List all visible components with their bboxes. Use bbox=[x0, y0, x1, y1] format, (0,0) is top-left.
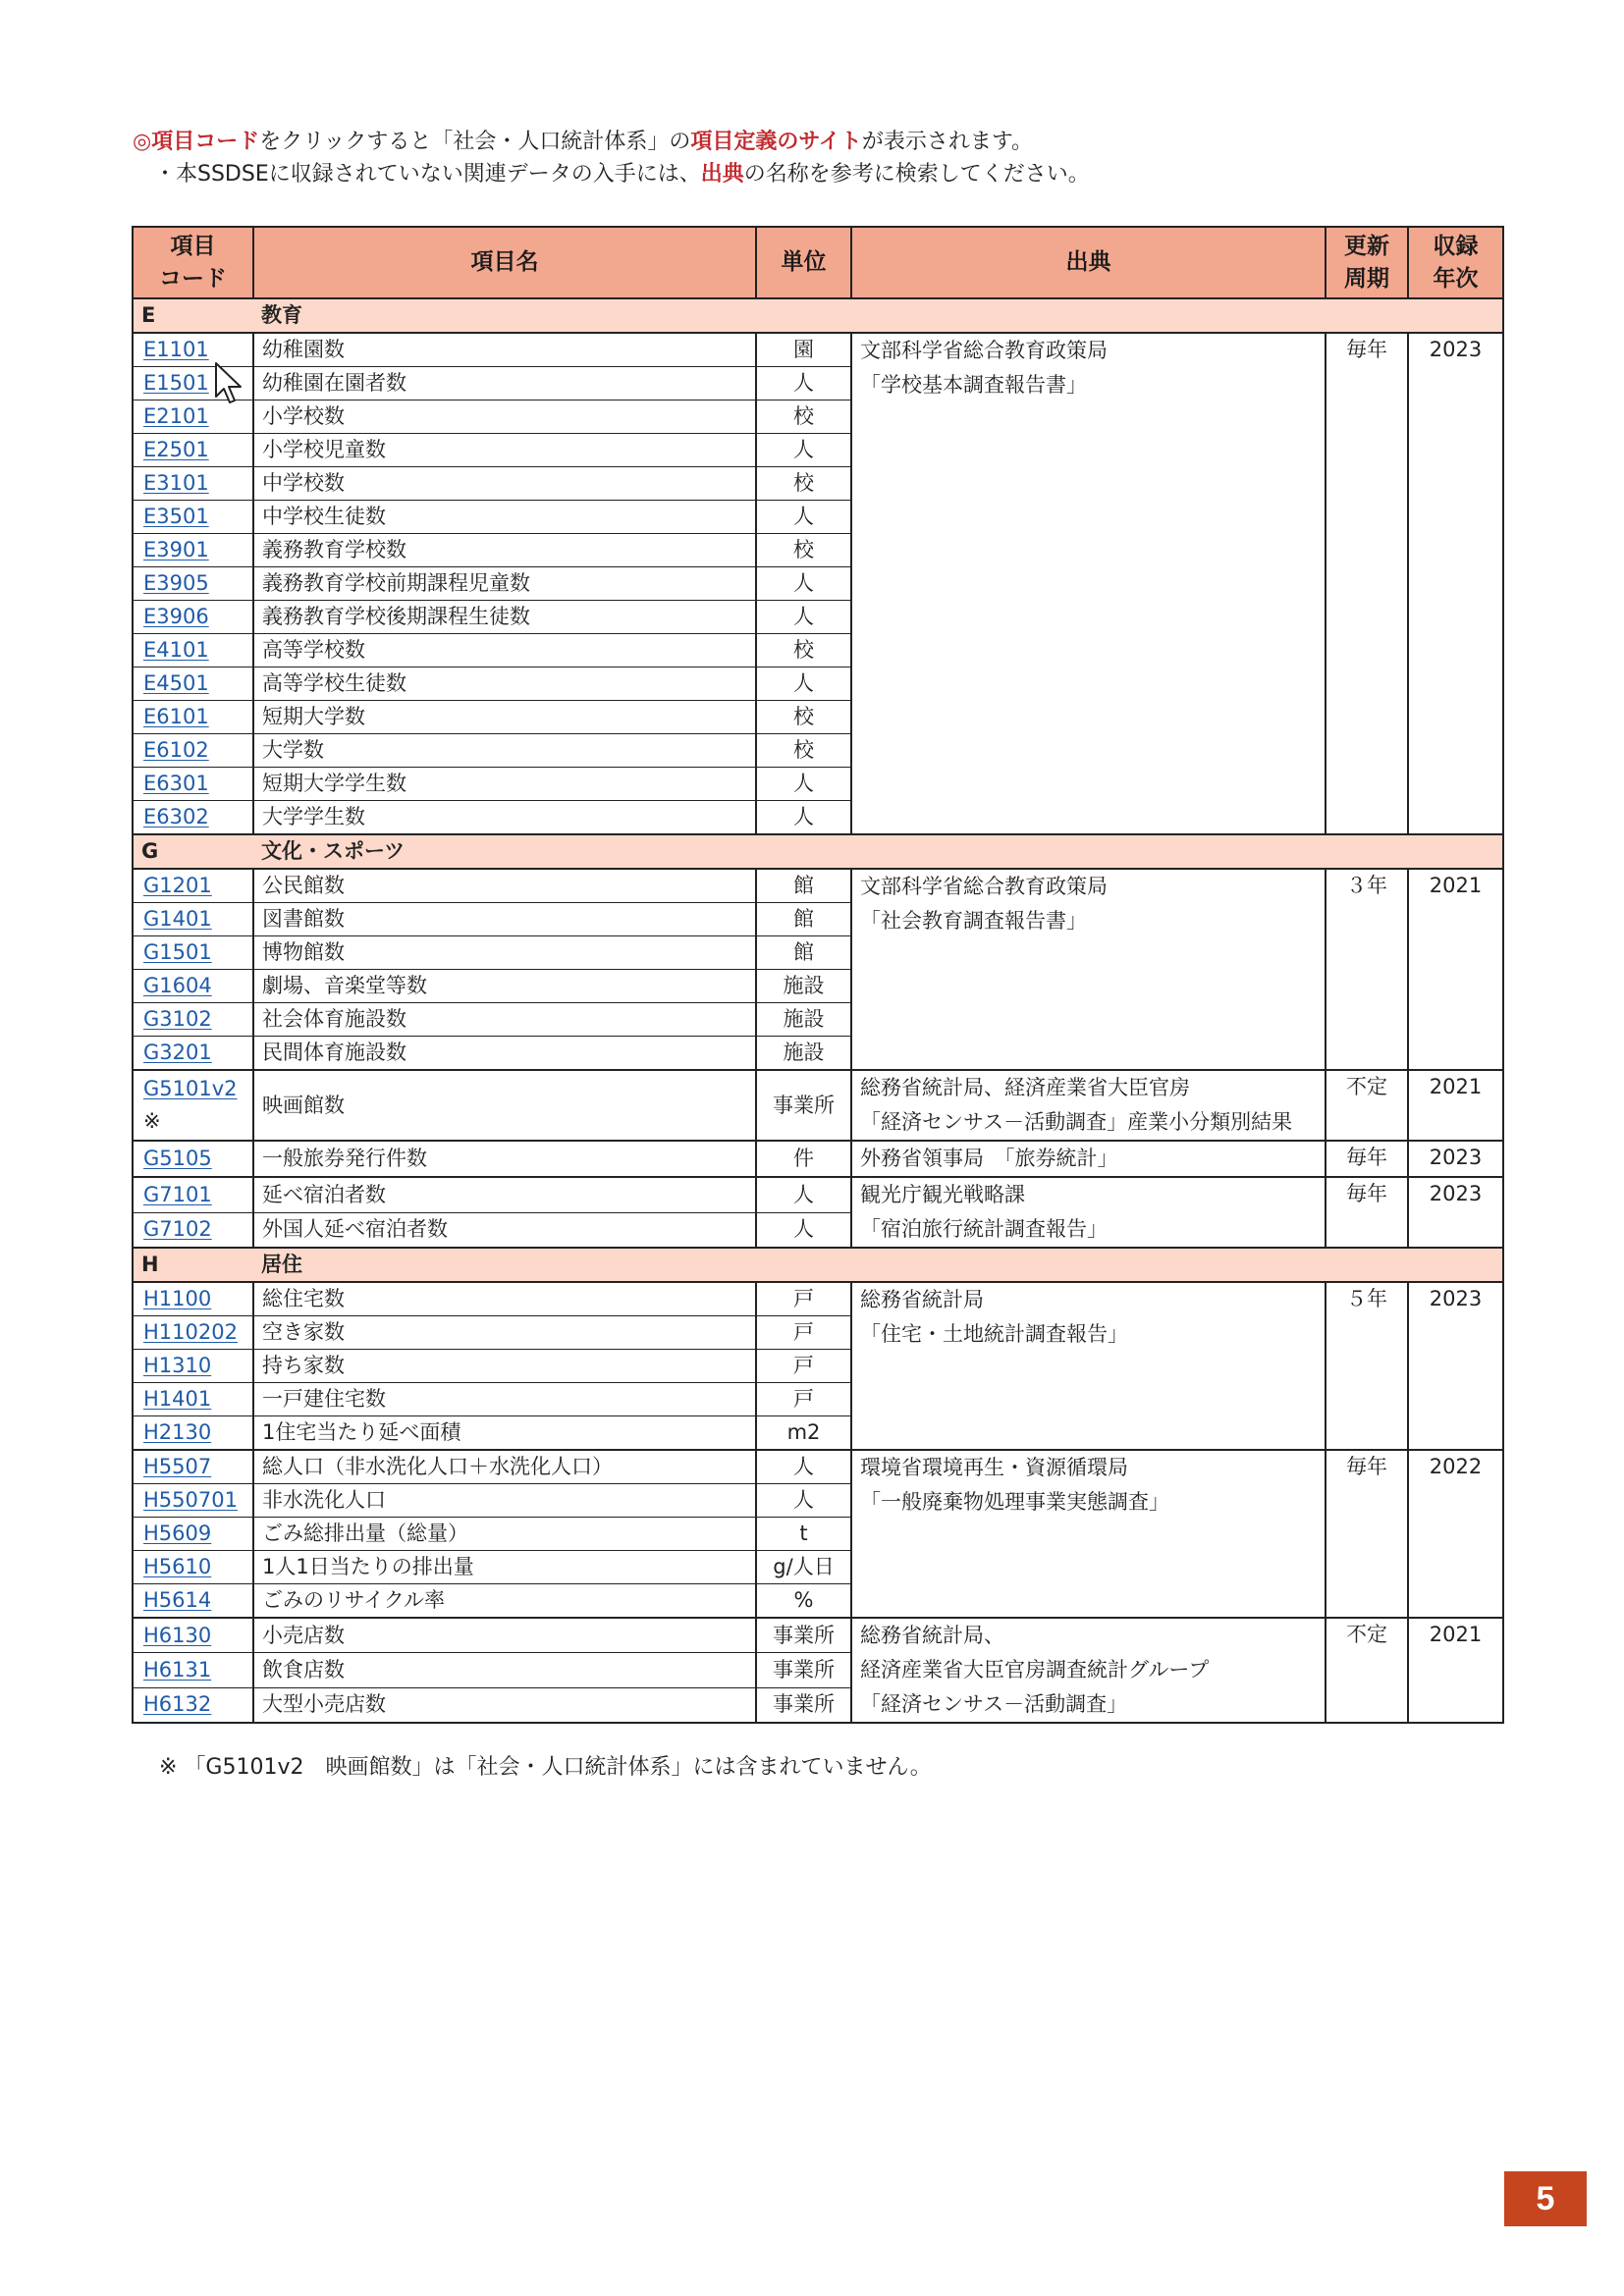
item-code-cell bbox=[133, 1141, 253, 1177]
item-code-link[interactable]: H6132 bbox=[143, 1692, 212, 1717]
item-unit: 事業所 bbox=[756, 1687, 851, 1723]
source-line: 「宿泊旅行統計調査報告」 bbox=[860, 1217, 1108, 1241]
category-code: H bbox=[133, 1248, 253, 1282]
item-unit: 人 bbox=[756, 801, 851, 835]
update-cycle: ３年 bbox=[1326, 869, 1408, 1070]
item-name: 1住宅当たり延べ面積 bbox=[253, 1416, 756, 1451]
item-code-link[interactable]: E4501 bbox=[143, 671, 209, 695]
source-line: 文部科学省総合教育政策局 bbox=[860, 875, 1108, 898]
item-name: 大学数 bbox=[253, 734, 756, 768]
table-row bbox=[133, 869, 1503, 903]
item-code-cell bbox=[133, 1416, 253, 1451]
item-code-cell bbox=[133, 1003, 253, 1037]
source-cell bbox=[851, 1141, 1326, 1177]
source-cell bbox=[851, 869, 1326, 1070]
category-name: 居住 bbox=[253, 1248, 1503, 1282]
category-name: 文化・スポーツ bbox=[253, 834, 1503, 869]
item-code-cell bbox=[133, 1518, 253, 1551]
item-code-cell bbox=[133, 1037, 253, 1071]
item-code-link[interactable]: E1101 bbox=[143, 338, 209, 361]
item-code-link[interactable]: E6102 bbox=[143, 738, 209, 762]
item-unit: 施設 bbox=[756, 970, 851, 1003]
item-name: 劇場、音楽堂等数 bbox=[253, 970, 756, 1003]
category-row bbox=[133, 1248, 1503, 1282]
item-code-cell bbox=[133, 1070, 253, 1141]
item-name: 民間体育施設数 bbox=[253, 1037, 756, 1071]
item-code-link[interactable]: E3906 bbox=[143, 605, 209, 628]
item-unit: 人 bbox=[756, 367, 851, 400]
item-name: ごみ総排出量（総量） bbox=[253, 1518, 756, 1551]
source-line: 観光庁観光戦略課 bbox=[860, 1183, 1025, 1206]
intro-line-1 bbox=[133, 126, 1090, 158]
source-cell bbox=[851, 1450, 1326, 1618]
update-cycle: 毎年 bbox=[1326, 1177, 1408, 1248]
item-code-cell bbox=[133, 734, 253, 768]
item-code-link[interactable]: E2501 bbox=[143, 438, 209, 461]
item-unit: 施設 bbox=[756, 1003, 851, 1037]
item-code-cell bbox=[133, 936, 253, 970]
item-code-cell bbox=[133, 601, 253, 634]
item-code-link[interactable]: H1100 bbox=[143, 1287, 212, 1310]
item-unit: 戸 bbox=[756, 1350, 851, 1383]
table-row bbox=[133, 1282, 1503, 1316]
item-name: 図書館数 bbox=[253, 903, 756, 936]
item-unit: 人 bbox=[756, 1484, 851, 1518]
item-code-link[interactable]: E6301 bbox=[143, 772, 209, 795]
item-code-link[interactable]: H2130 bbox=[143, 1420, 212, 1444]
item-unit: 戸 bbox=[756, 1316, 851, 1350]
source-line: 「社会教育調査報告書」 bbox=[860, 909, 1087, 933]
item-code-cell bbox=[133, 501, 253, 534]
item-name: 大学学生数 bbox=[253, 801, 756, 835]
update-cycle: ５年 bbox=[1326, 1282, 1408, 1450]
item-name: 博物館数 bbox=[253, 936, 756, 970]
item-code-cell bbox=[133, 1484, 253, 1518]
item-code-cell bbox=[133, 1383, 253, 1416]
item-unit: 人 bbox=[756, 1212, 851, 1248]
item-name: ごみのリサイクル率 bbox=[253, 1584, 756, 1619]
item-name: 一般旅券発行件数 bbox=[253, 1141, 756, 1177]
item-name: 空き家数 bbox=[253, 1316, 756, 1350]
item-code-link[interactable]: E4101 bbox=[143, 638, 209, 662]
item-code-cell bbox=[133, 1584, 253, 1619]
item-unit: 戸 bbox=[756, 1383, 851, 1416]
source-line: 総務省統計局、 bbox=[860, 1624, 1004, 1647]
item-code-cell bbox=[133, 434, 253, 467]
category-code: G bbox=[133, 834, 253, 869]
item-unit: 戸 bbox=[756, 1282, 851, 1316]
source-line: 「経済センサス－活動調査」 bbox=[860, 1692, 1128, 1716]
item-unit: 人 bbox=[756, 601, 851, 634]
record-year: 2021 bbox=[1408, 1070, 1503, 1141]
item-code-cell bbox=[133, 634, 253, 667]
intro-text-3: ・本SSDSEに収録されていない関連データの入手には、 bbox=[154, 162, 701, 187]
item-code-link[interactable]: E6101 bbox=[143, 705, 209, 728]
item-code-link[interactable]: G3102 bbox=[143, 1007, 212, 1031]
source-line: 「住宅・土地統計調査報告」 bbox=[860, 1322, 1128, 1346]
item-unit: 館 bbox=[756, 936, 851, 970]
item-code-cell bbox=[133, 534, 253, 567]
item-name: 公民館数 bbox=[253, 869, 756, 903]
update-cycle: 不定 bbox=[1326, 1070, 1408, 1141]
item-unit: 校 bbox=[756, 701, 851, 734]
source-cell bbox=[851, 1177, 1326, 1248]
item-code-link[interactable]: E2101 bbox=[143, 404, 209, 428]
mouse-pointer-icon bbox=[214, 361, 247, 408]
category-code: E bbox=[133, 298, 253, 333]
category-row bbox=[133, 834, 1503, 869]
item-code-link[interactable]: E6302 bbox=[143, 805, 209, 828]
item-code-link[interactable]: H5614 bbox=[143, 1588, 212, 1612]
source-cell bbox=[851, 1282, 1326, 1450]
item-code-link[interactable]: H6131 bbox=[143, 1657, 212, 1682]
item-name: 一戸建住宅数 bbox=[253, 1383, 756, 1416]
update-cycle: 毎年 bbox=[1326, 333, 1408, 834]
item-name: 義務教育学校後期課程生徒数 bbox=[253, 601, 756, 634]
item-name: 義務教育学校前期課程児童数 bbox=[253, 567, 756, 601]
item-code-link[interactable]: G1201 bbox=[143, 874, 212, 897]
item-code-link[interactable]: H5610 bbox=[143, 1555, 212, 1578]
item-code-cell bbox=[133, 1316, 253, 1350]
item-unit: 園 bbox=[756, 333, 851, 367]
update-cycle: 不定 bbox=[1326, 1618, 1408, 1723]
header-code: 項目 コード bbox=[133, 227, 253, 298]
item-code-link[interactable]: E3101 bbox=[143, 471, 209, 495]
item-unit: 人 bbox=[756, 567, 851, 601]
update-cycle: 毎年 bbox=[1326, 1450, 1408, 1618]
page-number: 5 bbox=[1504, 2171, 1587, 2226]
item-code-link[interactable]: G5105 bbox=[143, 1147, 212, 1170]
item-code-link[interactable]: G7102 bbox=[143, 1217, 212, 1242]
item-code-cell bbox=[133, 801, 253, 835]
item-code-link[interactable]: H1310 bbox=[143, 1354, 212, 1377]
item-unit: 館 bbox=[756, 903, 851, 936]
source-line: 外務省領事局 「旅券統計」 bbox=[860, 1147, 1118, 1170]
item-code-cell bbox=[133, 667, 253, 701]
item-table bbox=[132, 226, 1504, 1724]
record-year: 2021 bbox=[1408, 869, 1503, 1070]
table-row bbox=[133, 333, 1503, 367]
item-code-link[interactable]: G5101v2 bbox=[143, 1077, 238, 1100]
source-line: 総務省統計局、経済産業省大臣官房 bbox=[860, 1076, 1190, 1099]
item-code-link[interactable]: H550701 bbox=[143, 1488, 238, 1512]
item-code-cell bbox=[133, 1618, 253, 1653]
item-unit: 事業所 bbox=[756, 1618, 851, 1653]
item-code-link[interactable]: G1501 bbox=[143, 940, 212, 964]
item-unit: 件 bbox=[756, 1141, 851, 1177]
source-line: 環境省環境再生・資源循環局 bbox=[860, 1456, 1128, 1479]
source-line: 「経済センサス－活動調査」産業小分類別結果 bbox=[860, 1110, 1293, 1134]
intro-text-4: の名称を参考に検索してください。 bbox=[743, 162, 1090, 187]
update-cycle: 毎年 bbox=[1326, 1141, 1408, 1177]
item-name: 総人口（非水洗化人口＋水洗化人口） bbox=[253, 1450, 756, 1484]
item-code-note: ※ bbox=[143, 1109, 161, 1133]
item-unit: 人 bbox=[756, 667, 851, 701]
item-unit: 施設 bbox=[756, 1037, 851, 1071]
item-code-cell bbox=[133, 1177, 253, 1212]
item-code-cell bbox=[133, 1687, 253, 1723]
record-year: 2023 bbox=[1408, 1282, 1503, 1450]
item-unit: 事業所 bbox=[756, 1653, 851, 1687]
item-unit: 校 bbox=[756, 400, 851, 434]
intro-keyword-source: 出典 bbox=[700, 162, 744, 187]
item-unit: 校 bbox=[756, 734, 851, 768]
footnote: ※ 「G5101v2 映画館数」は「社会・人口統計体系」には含まれていません。 bbox=[159, 1755, 932, 1780]
item-name: 非水洗化人口 bbox=[253, 1484, 756, 1518]
item-name: 外国人延べ宿泊者数 bbox=[253, 1212, 756, 1248]
item-name: 中学校数 bbox=[253, 467, 756, 501]
intro-text-1: をクリックすると「社会・人口統計体系」の bbox=[259, 130, 691, 154]
source-line: 「一般廃棄物処理事業実態調査」 bbox=[860, 1490, 1169, 1514]
item-code-link[interactable]: H1401 bbox=[143, 1387, 212, 1411]
item-code-cell bbox=[133, 701, 253, 734]
intro-text-2: が表示されます。 bbox=[861, 130, 1034, 154]
item-unit: t bbox=[756, 1518, 851, 1551]
intro-text bbox=[133, 126, 1090, 190]
item-name: 大型小売店数 bbox=[253, 1687, 756, 1723]
item-code-link[interactable]: E3501 bbox=[143, 505, 209, 528]
item-name: 持ち家数 bbox=[253, 1350, 756, 1383]
item-unit: 館 bbox=[756, 869, 851, 903]
item-name: 高等学校数 bbox=[253, 634, 756, 667]
table-row bbox=[133, 1177, 1503, 1212]
table-row bbox=[133, 1141, 1503, 1177]
item-code-link[interactable]: E1501 bbox=[143, 371, 209, 395]
header-name: 項目名 bbox=[253, 227, 756, 298]
source-cell bbox=[851, 333, 1326, 834]
item-name: 幼稚園数 bbox=[253, 333, 756, 367]
item-name: 総住宅数 bbox=[253, 1282, 756, 1316]
item-name: 延べ宿泊者数 bbox=[253, 1177, 756, 1212]
table-row bbox=[133, 1618, 1503, 1653]
category-row bbox=[133, 298, 1503, 333]
item-name: 小売店数 bbox=[253, 1618, 756, 1653]
item-unit: g/人日 bbox=[756, 1551, 851, 1584]
record-year: 2023 bbox=[1408, 1141, 1503, 1177]
item-code-cell bbox=[133, 903, 253, 936]
header-source: 出典 bbox=[851, 227, 1326, 298]
intro-prefix: ◎ bbox=[133, 130, 152, 154]
item-code-cell bbox=[133, 567, 253, 601]
header-cycle: 更新 周期 bbox=[1326, 227, 1408, 298]
source-line: 経済産業省大臣官房調査統計グループ bbox=[860, 1658, 1210, 1682]
item-code-link[interactable]: G7101 bbox=[143, 1182, 212, 1206]
intro-keyword-code: 項目コード bbox=[151, 130, 260, 154]
item-code-cell bbox=[133, 869, 253, 903]
item-code-link[interactable]: G1604 bbox=[143, 974, 212, 997]
item-unit: 校 bbox=[756, 467, 851, 501]
item-name: 映画館数 bbox=[253, 1070, 756, 1141]
item-unit: 人 bbox=[756, 1450, 851, 1484]
record-year: 2023 bbox=[1408, 1177, 1503, 1248]
item-name: 義務教育学校数 bbox=[253, 534, 756, 567]
item-code-cell bbox=[133, 1212, 253, 1248]
source-line: 総務省統計局 bbox=[860, 1288, 984, 1311]
record-year: 2023 bbox=[1408, 333, 1503, 834]
item-name: 高等学校生徒数 bbox=[253, 667, 756, 701]
record-year: 2021 bbox=[1408, 1618, 1503, 1723]
item-name: 小学校数 bbox=[253, 400, 756, 434]
item-unit: 事業所 bbox=[756, 1070, 851, 1141]
item-code-link[interactable]: H5609 bbox=[143, 1522, 212, 1545]
header-unit: 単位 bbox=[756, 227, 851, 298]
item-code-cell bbox=[133, 1450, 253, 1484]
table-row bbox=[133, 1070, 1503, 1141]
item-name: 飲食店数 bbox=[253, 1653, 756, 1687]
item-unit: 人 bbox=[756, 434, 851, 467]
source-line: 文部科学省総合教育政策局 bbox=[860, 339, 1108, 362]
item-code-link[interactable]: H6130 bbox=[143, 1623, 212, 1647]
item-unit: 校 bbox=[756, 634, 851, 667]
item-code-cell bbox=[133, 1350, 253, 1383]
intro-keyword-site: 項目定義のサイト bbox=[690, 130, 862, 154]
item-unit: m2 bbox=[756, 1416, 851, 1451]
source-cell bbox=[851, 1618, 1326, 1723]
record-year: 2022 bbox=[1408, 1450, 1503, 1618]
item-code-cell bbox=[133, 768, 253, 801]
item-code-link[interactable]: E3901 bbox=[143, 538, 209, 561]
table-row bbox=[133, 1450, 1503, 1484]
item-unit: % bbox=[756, 1584, 851, 1619]
item-unit: 人 bbox=[756, 768, 851, 801]
item-name: 幼稚園在園者数 bbox=[253, 367, 756, 400]
item-code-link[interactable]: E3905 bbox=[143, 571, 209, 595]
item-name: 中学校生徒数 bbox=[253, 501, 756, 534]
item-code-cell bbox=[133, 1653, 253, 1687]
item-code-link[interactable]: G3201 bbox=[143, 1041, 212, 1064]
item-code-link[interactable]: H5507 bbox=[143, 1455, 212, 1478]
item-name: 短期大学数 bbox=[253, 701, 756, 734]
header-year: 収録 年次 bbox=[1408, 227, 1503, 298]
item-code-cell bbox=[133, 970, 253, 1003]
item-name: 小学校児童数 bbox=[253, 434, 756, 467]
category-name: 教育 bbox=[253, 298, 1503, 333]
item-unit: 校 bbox=[756, 534, 851, 567]
item-name: 社会体育施設数 bbox=[253, 1003, 756, 1037]
item-unit: 人 bbox=[756, 1177, 851, 1212]
item-code-link[interactable]: H110202 bbox=[143, 1320, 238, 1344]
item-name: 1人1日当たりの排出量 bbox=[253, 1551, 756, 1584]
table-header-row bbox=[133, 227, 1503, 298]
item-code-cell bbox=[133, 1282, 253, 1316]
intro-line-2 bbox=[133, 158, 1090, 190]
item-code-link[interactable]: G1401 bbox=[143, 907, 212, 931]
source-cell bbox=[851, 1070, 1326, 1141]
item-unit: 人 bbox=[756, 501, 851, 534]
item-name: 短期大学学生数 bbox=[253, 768, 756, 801]
item-code-cell bbox=[133, 1551, 253, 1584]
item-code-cell bbox=[133, 467, 253, 501]
source-line: 「学校基本調査報告書」 bbox=[860, 373, 1087, 397]
